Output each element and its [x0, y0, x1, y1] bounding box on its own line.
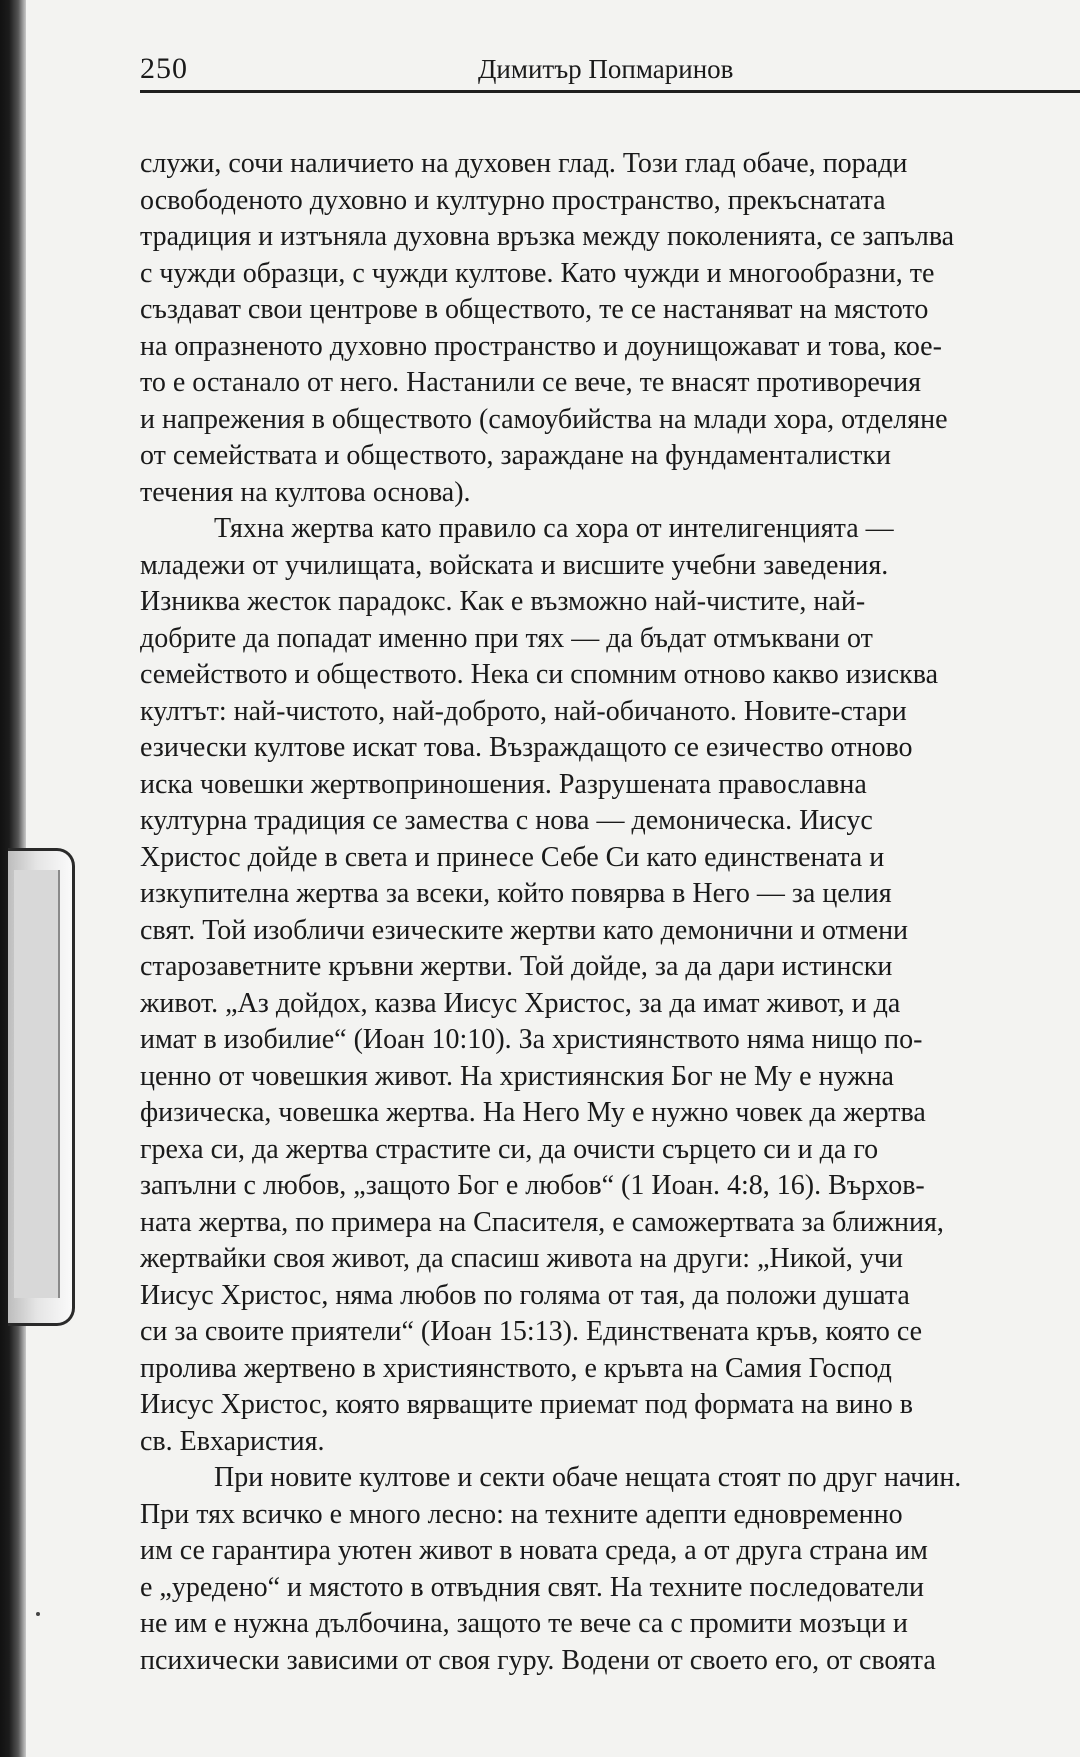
text-line: освободеното духовно и културно пространство, прекъснатата [140, 184, 886, 216]
text-line: си за своите приятели“ (Иоан 15:13). Единствената кръв, която се [140, 1316, 923, 1347]
text-line: и напрежения в обществото (самоубийства на млади хора, отделяне [140, 403, 948, 435]
text-line: семейството и обществото. Нека си спомним отново какво изисква [140, 659, 939, 690]
text-line: на опразненото духовно пространство и доунищожават и това, кое- [140, 330, 942, 362]
text-line: добрите да попадат именно при тях — да бъдат отмъквани от [140, 622, 873, 654]
scan-speck [36, 1612, 40, 1616]
text-line: психически зависими от своя гуру. Водени от своето его, от своята [140, 1644, 936, 1676]
text-line: традиция и изтъняла духовна връзка между поколенията, се запълва [140, 221, 955, 252]
text-line: жертвайки своя живот, да спасиш живота на други: „Никой, учи [140, 1243, 903, 1274]
text-line: младежи от училищата, войската и висшите учебни заведения. [140, 549, 889, 581]
text-line: физическа, човешка жертва. На Него Му е нужно човек да жертва [140, 1097, 926, 1128]
text-line: греха си, да жертва страстите си, да очисти сърцето си и да го [140, 1133, 879, 1165]
text-line: пролива жертвено в християнството, е кръвта на Самия Господ [140, 1352, 892, 1384]
running-head: Димитър Попмаринов [478, 54, 734, 84]
header-rule [140, 90, 1080, 93]
text-line: свят. Той изобличи езическите жертви като демонични и отмени [140, 914, 909, 946]
text-line: Иисус Христос, няма любов по голяма от тая, да положи душата [140, 1279, 910, 1311]
text-line: служи, сочи наличието на духовен глад. Този глад обаче, поради [140, 148, 908, 179]
text-line: култът: най-чистото, най-доброто, най-обичаното. Новите-стари [140, 695, 907, 727]
text-line: Иисус Христос, която вярващите приемат под формата на вино в [140, 1389, 913, 1420]
text-line: иска човешки жертвоприношения. Разрушената православна [140, 768, 867, 800]
text-line: старозаветните кръвни жертви. Той дойде, за да дари истински [140, 951, 893, 982]
body-text [140, 146, 1080, 1679]
text-line: живот. „Аз дойдох, казва Иисус Христос, за да имат живот, и да [140, 987, 901, 1019]
text-line: ната жертва, по примера на Спасителя, е саможертвата за ближния, [140, 1206, 944, 1238]
text-line: Христос дойде в света и принесе Себе Си като единствената и [140, 841, 885, 873]
paragraph-start: Тяхна жертва като правило са хора от интелигенцията — [214, 513, 894, 544]
text-line: културна традиция се замества с нова — демоническа. Иисус [140, 805, 873, 836]
paragraph-start: При новите култове и секти обаче нещата стоят по друг начин. [214, 1462, 962, 1493]
text-line: им се гарантира уютен живот в новата среда, а от друга страна им [140, 1535, 928, 1566]
text-line: запълни с любов, „защото Бог е любов“ (1 Иоан. 4:8, 16). Върхов- [140, 1170, 925, 1201]
text-line: изкупителна жертва за всеки, който повярва в Него — за целия [140, 878, 892, 909]
page-clip-inner [14, 870, 60, 1298]
text-line: св. Евхаристия. [140, 1425, 325, 1457]
text-line: При тях всичко е много лесно: на техните адепти едновременно [140, 1498, 903, 1530]
text-line: създават свои центрове в обществото, те се настаняват на мястото [140, 294, 929, 325]
text-line: с чужди образци, с чужди култове. Като чужди и многообразни, те [140, 257, 935, 289]
text-line: е „уредено“ и мястото в отвъдния свят. На техните последователи [140, 1571, 924, 1603]
text-line: течения на култова основа). [140, 476, 471, 508]
text-line: не им е нужна дълбочина, защото те вече са с промити мозъци и [140, 1608, 908, 1639]
text-line: имат в изобилие“ (Иоан 10:10). За християнството няма нищо по- [140, 1024, 923, 1055]
text-line: езически култове искат това. Възраждащото се езичество отново [140, 732, 913, 763]
text-line: Изниква жесток парадокс. Как е възможно най-чистите, най- [140, 586, 866, 617]
text-line: то е останало от него. Настанили се вече, те внасят противоречия [140, 367, 922, 398]
page-number: 250 [140, 52, 188, 85]
text-line: от семействата и обществото, зараждане на фундаменталистки [140, 440, 891, 471]
text-line: ценно от човешкия живот. На християнския Бог не Му е нужна [140, 1060, 894, 1092]
